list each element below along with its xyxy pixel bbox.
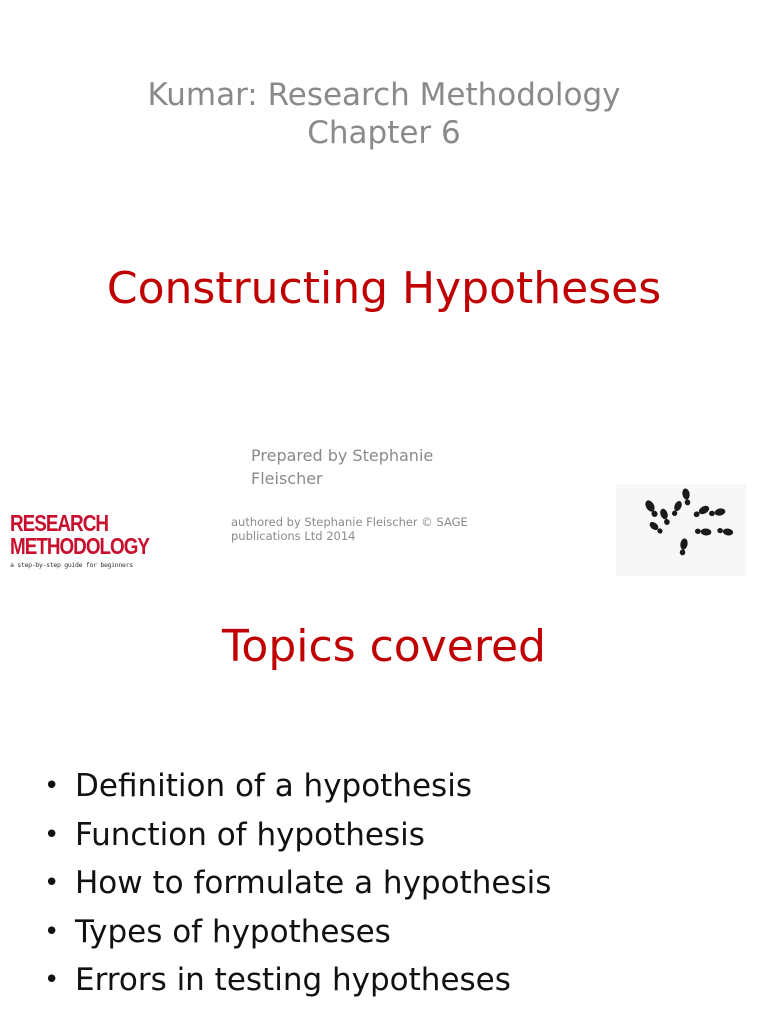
topic-label: Function of hypothesis xyxy=(75,816,425,853)
bullet-icon: • xyxy=(44,868,60,898)
bullet-icon: • xyxy=(44,916,60,947)
bullet-icon: • xyxy=(44,965,60,995)
prepared-by-text xyxy=(251,444,491,490)
list-item xyxy=(44,956,551,1005)
topics-slide xyxy=(0,592,768,1024)
bullet-icon: • xyxy=(44,819,60,850)
course-title-line1: Kumar: Research Methodology xyxy=(147,77,621,113)
research-methodology-logo xyxy=(10,510,150,572)
topics-title: Topics covered xyxy=(222,621,546,672)
prepared-by-line1: Prepared by Stephanie xyxy=(251,446,434,465)
copyright-credit xyxy=(231,515,501,543)
topic-label: Errors in testing hypotheses xyxy=(75,962,511,998)
topic-label: How to formulate a hypothesis xyxy=(75,865,552,901)
list-item xyxy=(44,859,551,908)
list-item xyxy=(44,762,551,811)
prepared-by-line2: Fleischer xyxy=(251,469,323,488)
logo-line1: RESEARCH xyxy=(10,510,108,536)
topic-label: Definition of a hypothesis xyxy=(75,768,472,804)
bullet-icon: • xyxy=(44,771,60,801)
topic-label: Types of hypotheses xyxy=(75,913,391,950)
course-title xyxy=(0,76,768,152)
list-item xyxy=(44,811,551,860)
topics-list xyxy=(44,762,551,1005)
credit-line2: publications Ltd 2014 xyxy=(231,529,356,543)
footprints-icon xyxy=(616,484,746,576)
slide-main-title: Constructing Hypotheses xyxy=(106,263,662,314)
course-title-line2: Chapter 6 xyxy=(307,115,461,151)
credit-line1: authored by Stephanie Fleischer © SAGE xyxy=(231,515,468,529)
logo-line2: METHODOLOGY xyxy=(10,533,150,559)
logo-tagline: a step-by-step guide for beginners xyxy=(10,561,133,569)
list-item xyxy=(44,908,551,957)
